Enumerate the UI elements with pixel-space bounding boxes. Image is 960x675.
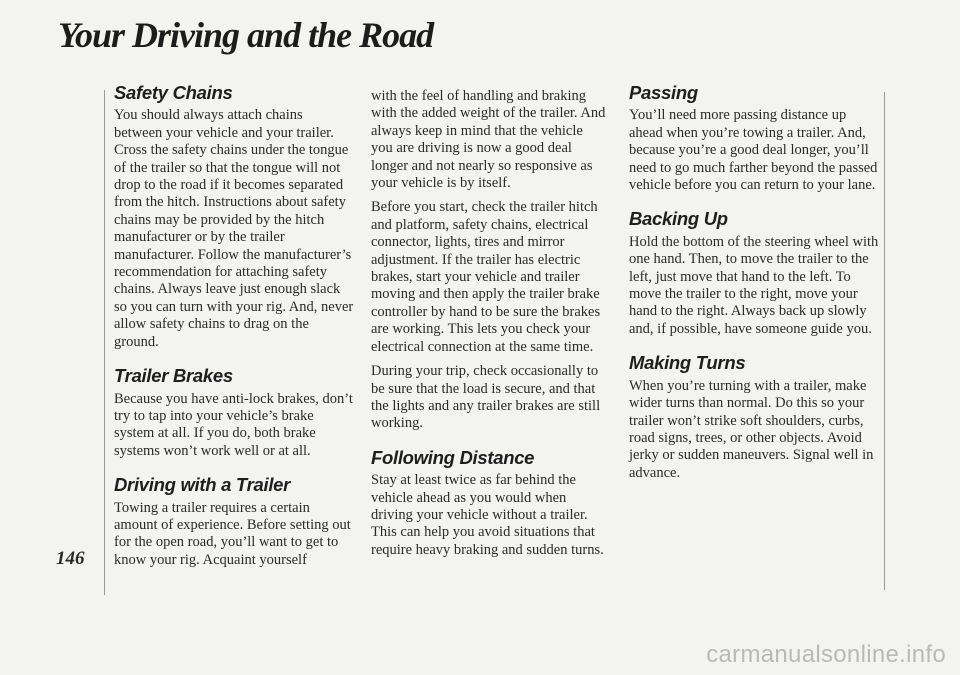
body-paragraph: You should always attach chains between your vehicle and your trailer. Cross the safety chains under the tongue of the trailer so that the tongue will not drop to the road if it becomes separated from the hitch. Instructions about safety chains may be provided by the hitch manufacturer or by the trailer manufacturer. Follow the manufacturer’s recommendation for attaching safety chains. Always leave just enough slack so you can turn with your rig. And, never allow safety chains to drag on the ground.: [114, 107, 354, 350]
section: [114, 84, 354, 351]
left-margin-rule: [104, 90, 105, 595]
section: [371, 88, 607, 433]
section: [629, 84, 879, 194]
body-paragraph: with the feel of handling and braking with the added weight of the trailer. And always keep in mind that the vehicle you are driving is now a good deal longer and not nearly so responsive as your vehicle is by itself.: [371, 88, 606, 192]
page-title: Your Driving and the Road: [58, 15, 434, 55]
body-paragraph: Hold the bottom of the steering wheel with one hand. Then, to move the trailer to the left, just move that hand to the left. To move the trailer to the right, move your hand to the right. Always back up slowly and, if possible, have someone guide you.: [629, 233, 879, 337]
column-2: [371, 88, 607, 575]
section-heading: Safety Chains: [114, 82, 233, 103]
watermark-link[interactable]: carmanualsonline.info: [706, 641, 946, 668]
body-paragraph: During your trip, check occasionally to be sure that the load is secure, and that the lights and any trailer brakes are still working.: [371, 363, 601, 432]
body-paragraph: Stay at least twice as far behind the vehicle ahead as you would when driving your vehicle without a trailer. This can help you avoid situations that require heavy braking and sudden turns.: [371, 472, 604, 558]
section: [114, 367, 354, 460]
section-heading: Passing: [629, 82, 698, 103]
column-1: [114, 84, 354, 585]
body-paragraph: Towing a trailer requires a certain amount of experience. Before setting out for the open road, you’ll want to get to know your rig. Acquaint yourself: [114, 499, 351, 568]
section-heading: Trailer Brakes: [114, 365, 233, 387]
section: [629, 354, 879, 482]
body-paragraph: Before you start, check the trailer hitch and platform, safety chains, electrical connector, lights, tires and mirror adjustment. If the trailer has electric brakes, start your vehicle and trailer moving and then apply the trailer brake controller by hand to be sure the brakes are working. This lets you check your electrical connection at the same time.: [371, 199, 601, 355]
section: [371, 446, 607, 559]
page-number: 146: [56, 548, 85, 569]
column-3: [629, 84, 879, 498]
section-heading: Driving with a Trailer: [114, 474, 291, 496]
section-heading: Following Distance: [371, 446, 535, 468]
section: [629, 210, 879, 338]
section-heading: Backing Up: [629, 208, 728, 230]
section-heading: Making Turns: [629, 352, 746, 374]
body-paragraph: When you’re turning with a trailer, make wider turns than normal. Do this so your trailer won’t strike soft shoulders, curbs, road signs, trees, or other objects. Avoid jerky or sudden maneuvers. Signal well in advance.: [629, 377, 874, 481]
body-paragraph: You’ll need more passing distance up ahead when you’re towing a trailer. And, because you’re a good deal longer, you’ll need to go much farther beyond the passed vehicle before you can return to your lane.: [629, 107, 878, 194]
body-paragraph: Because you have anti-lock brakes, don’t try to tap into your vehicle’s brake system at all. If you do, both brake systems won’t work well or at all.: [114, 390, 353, 459]
section: [114, 476, 354, 569]
column-divider-right: [884, 92, 885, 590]
